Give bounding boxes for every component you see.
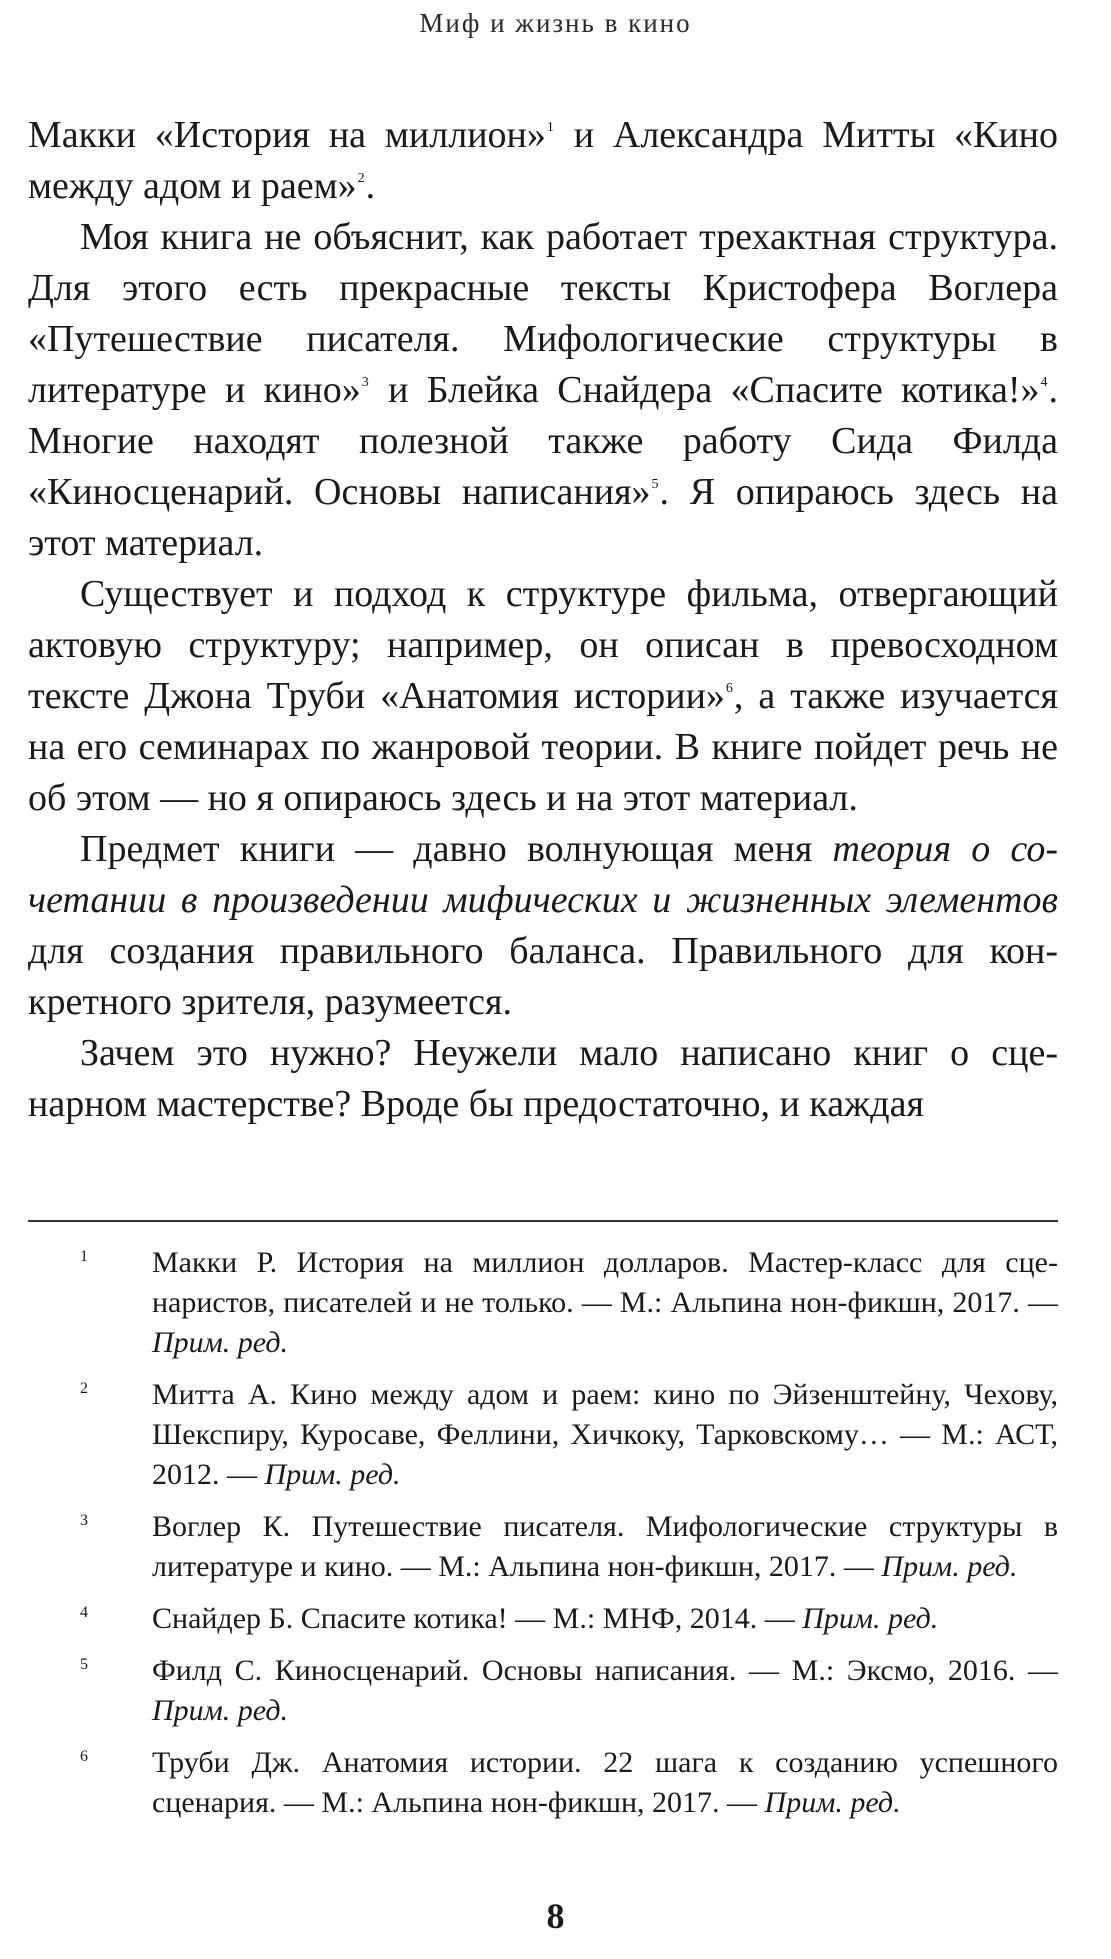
page-number: 8 <box>546 1896 565 1936</box>
editor-note: Прим. ред. <box>264 1458 401 1491</box>
text-span: Митта А. Кино между адом и раем: кино по Эйзенштейну, Чехову, Шекспиру, Куросаве, Феллини, Хичкоку, Тарковскому… — М.: АСТ, 2012. — <box>152 1378 1058 1491</box>
text-span: Моя книга не объяснит, как работает трехактная структура. Для этого есть прекрасные тексты Кристофера Воглера «Путешествие писателя. Мифологические структуры в литературе и кино» <box>28 216 1058 411</box>
footnote-ref-1[interactable]: 1 <box>546 120 554 135</box>
footnote-text <box>152 1507 1058 1587</box>
footnote-text <box>152 1651 1058 1731</box>
text-span: Филд С. Киносценарий. Основы написания. — М.: Эксмо, 2016. — <box>152 1654 1058 1687</box>
editor-note: Прим. ред. <box>152 1326 289 1359</box>
footnote-1 <box>28 1243 1058 1363</box>
text-span: Макки «История на миллион» <box>28 114 546 156</box>
footnote-ref-2[interactable]: 2 <box>357 171 365 186</box>
footnote-number: 3 <box>80 1512 88 1529</box>
footnote-text <box>152 1243 1058 1363</box>
emphasis-text: теория о сочетании в произведении мифических и жизненных элементов <box>28 828 1058 921</box>
text-span: Существует и подход к структуре фильма, отвергающий актовую структуру; например, он описан в превосходном тексте Джона Труби «Анатомия истории» <box>28 573 1058 717</box>
footnote-5 <box>28 1651 1058 1731</box>
footnote-number: 4 <box>80 1604 88 1621</box>
footnote-ref-5[interactable]: 5 <box>651 477 659 492</box>
footnote-text <box>152 1599 1058 1639</box>
footnote-6 <box>28 1743 1058 1823</box>
footnote-number: 5 <box>80 1656 88 1673</box>
text-span: Воглер К. Путешествие писателя. Мифологические структуры в литературе и кино. — М.: Альпина нон-фикшн, 2017. — <box>152 1510 1058 1583</box>
paragraph-3 <box>28 569 1058 824</box>
footnote-text <box>152 1375 1058 1495</box>
footnote-2 <box>28 1375 1058 1495</box>
editor-note: Прим. ред. <box>802 1602 939 1635</box>
paragraph-2 <box>28 212 1058 569</box>
text-span: Труби Дж. Анатомия истории. 22 шага к созданию успешного сценария. — М.: Альпина нон-фикшн, 2017. — <box>152 1746 1058 1819</box>
running-title: Миф и жизнь в кино <box>419 8 692 38</box>
editor-note: Прим. ред. <box>152 1694 289 1727</box>
footnote-4 <box>28 1599 1058 1639</box>
main-text <box>28 110 1058 1130</box>
footnote-divider <box>28 1220 1058 1222</box>
text-span: . <box>365 165 376 207</box>
footnotes-section <box>28 1243 1058 1835</box>
editor-note: Прим. ред. <box>881 1550 1018 1583</box>
text-span: . Многие находят полезной также работу Сида Филда «Киносценарий. Основы написания» <box>28 369 1058 513</box>
footnote-number: 1 <box>80 1248 88 1265</box>
footnote-ref-6[interactable]: 6 <box>725 681 733 696</box>
footnote-number: 6 <box>80 1748 88 1765</box>
text-span: , а также изучается на его семинарах по жанровой теории. В книге пойдет речь не об этом — но я опираюсь здесь и на этот материал. <box>28 675 1058 819</box>
editor-note: Прим. ред. <box>764 1786 901 1819</box>
footnote-3 <box>28 1507 1058 1587</box>
text-span: Макки Р. История на миллион долларов. Мастер-класс для сценаристов, писателей и не только. — М.: Альпина нон-фикшн, 2017. — <box>152 1246 1058 1319</box>
footnote-ref-4[interactable]: 4 <box>1040 375 1048 390</box>
text-span: и Александра Митты «Кино между адом и раем» <box>28 114 1059 207</box>
text-span: Предмет книги — давно волнующая меня <box>80 828 833 870</box>
text-span: . Я опираюсь здесь на этот материал. <box>28 471 1058 564</box>
paragraph-5: Зачем это нужно? Неужели мало написано книг о сценарном мастерстве? Вроде бы предостаточно, и каждая <box>28 1032 1058 1125</box>
footnote-ref-3[interactable]: 3 <box>361 375 369 390</box>
text-span: Снайдер Б. Спасите котика! — М.: МНФ, 2014. — <box>152 1602 803 1635</box>
paragraph-4 <box>28 824 1058 1028</box>
paragraph-1 <box>28 110 1058 212</box>
text-span: и Блейка Снайдера «Спасите котика!» <box>369 369 1040 411</box>
text-span: для создания правильного баланса. Правильного для конкретного зрителя, разумеется. <box>28 930 1058 1023</box>
footnote-number: 2 <box>80 1380 88 1397</box>
footnote-text <box>152 1743 1058 1823</box>
